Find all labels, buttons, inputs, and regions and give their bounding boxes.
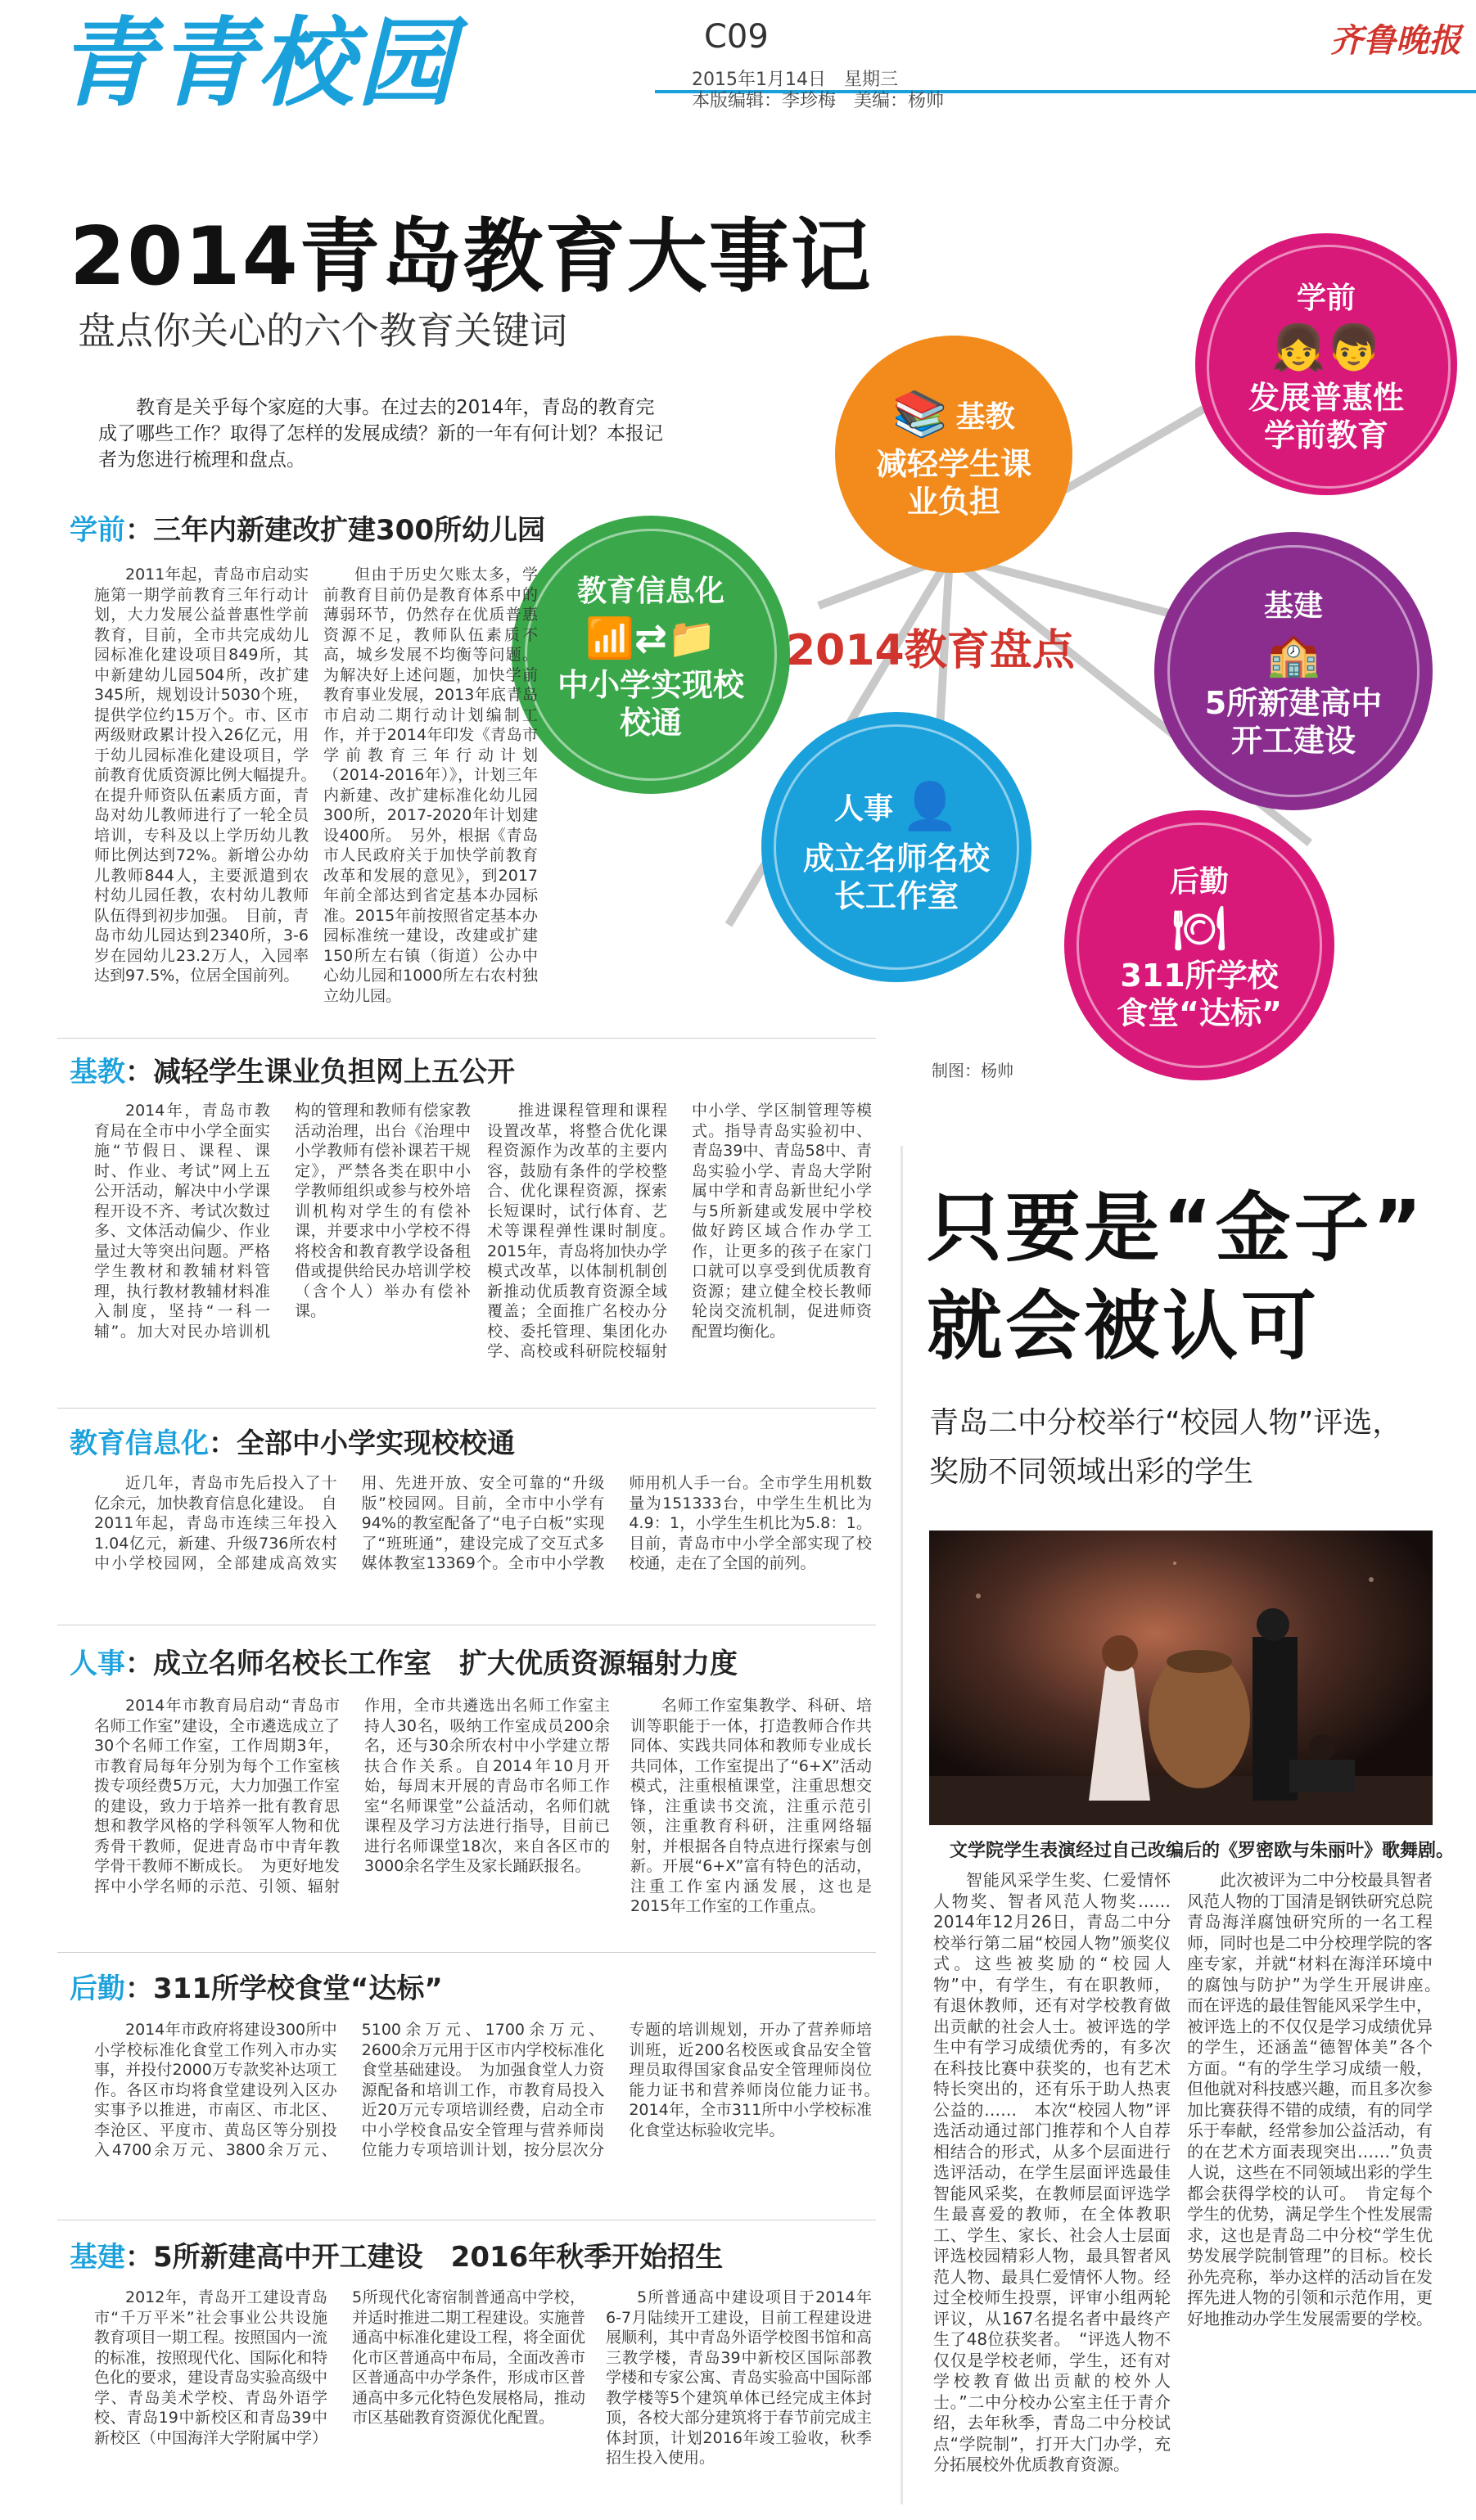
- bubble-preschool: [1195, 233, 1457, 495]
- bubble-logistics: [1064, 810, 1334, 1080]
- section-construction-col1: 2012年，青岛开工建设青岛市“千万平米”社会事业公共设施教育项目一期工程。按照国内一流的标准，按照现代化、国际化和特色化的要求，建设青岛实验高级中学、青岛美术学校、青岛外语学校、青岛19中新校区和青岛39中新校区（中国海洋大学附属中学）5所现代化寄宿制普通高中学校，并适时推进二期工程建设。实施普通高中标准化建设工程，将全面优化市区普通高中布局，全面改善市区普通高中办学条件，形成市区普通高中多元化特色发展格局，推动市区基础教育资源优化配置。: [94, 2288, 586, 2447]
- divider: [57, 1952, 876, 1953]
- infographic-center-label: 2014教育盘点: [786, 626, 1075, 675]
- section-title-text: ：减轻学生课业负担网上五公开: [125, 1056, 515, 1089]
- section-keyword: 后勤: [70, 1972, 125, 2005]
- side-story-subhead-2: 奖励不同领域出彩的学生: [929, 1455, 1254, 1489]
- bubble-informatization-tag: 教育信息化: [576, 575, 724, 608]
- side-story-headline-2: 就会被认可: [927, 1283, 1320, 1370]
- section-preschool-col1: 2011年起，青岛市启动实施第一期学前教育三年行动计划，大力发展公益普惠性学前教育，目前，全市共完成幼儿园标准化建设项目849所，其中新建幼儿园504所，改扩建345所，规划设计5030个班，提供学位约15万个。市、区市两级财政累计投入26亿元，用于幼儿园标准化建设项目，学前教育优质资源比例大幅提升。 在提升师资队伍素质方面，青岛对幼儿教师进行了一轮全员培训，专科及以上学历幼儿教师比例达到72%。新增公办幼儿教师844人，主要派遣到农村幼儿园任教，农村幼儿教师队伍得到初步加强。 目前，青岛市幼儿园达到2340所，3-6岁在园幼儿23.2万人，入园率达到97.5%，位居全国前列。: [94, 566, 325, 985]
- bubble-construction: [1154, 532, 1433, 810]
- section-keyword: 基建: [70, 2241, 125, 2274]
- books-icon: 📚: [892, 388, 948, 440]
- editor-credit: 本版编辑：李珍梅 美编：杨帅: [692, 91, 945, 111]
- feature-headline: 2014青岛教育大事记: [70, 210, 873, 304]
- section-personnel-col2: 名师工作室集教学、科研、培训等职能于一体，打造教师合作共同体、实践共同体和教师专业成长共同体，工作室提出了“6+X”活动模式，注重根植课堂，注重思想交锋，注重读书交流，注重示范引领，注重教育科研，注重网络辐射，并根据各自特点进行探索与创新。开展“6+X”富有特色的活动，注重工作室内涵发展，这也是2015年工作室的工作重点。: [630, 1697, 872, 1915]
- section-title-preschool: [70, 507, 545, 548]
- section-title-text: ：成立名师名校长工作室 扩大优质资源辐射力度: [125, 1648, 738, 1680]
- section-title-text: ：311所学校食堂“达标”: [125, 1972, 443, 2005]
- stage-photo: [929, 1530, 1433, 1825]
- section-keyword: 人事: [70, 1648, 125, 1680]
- bubble-logistics-text: 311所学校食堂“达标”: [1117, 958, 1282, 1031]
- bubble-basic-ed-text: 减轻学生课业负担: [875, 446, 1031, 520]
- section-title-text: ：全部中小学实现校校通: [209, 1427, 515, 1460]
- bubble-construction-text: 5所新建高中开工建设: [1204, 685, 1383, 759]
- children-icon: 👧👦: [1271, 321, 1382, 373]
- feature-subhead: 盘点你关心的六个教育关键词: [78, 309, 567, 353]
- photo-caption: 文学院学生表演经过自己改编后的《罗密欧与朱丽叶》歌舞剧。: [950, 1841, 1455, 1861]
- column-divider: [900, 1146, 903, 2504]
- divider: [57, 1408, 876, 1409]
- section-title-text: ：三年内新建改扩建300所幼儿园: [125, 514, 545, 547]
- bubble-preschool-text: 发展普惠性学前教育: [1248, 379, 1404, 453]
- bubble-informatization-text: 中小学实现校校通: [557, 667, 744, 741]
- section-construction-col2: 5所普通高中建设项目于2014年6-7月陆续开工建设，目前工程建设进展顺利，其中青岛外语学校图书馆和高三教学楼，青岛39中新校区国际部教学楼和专家公寓、青岛实验高中国际部教学楼等5个建筑单体已经完成主体封顶，各校大部分建筑将于春节前完成主体封顶，计划2016年竣工验收，秋季招生投入使用。: [606, 2288, 872, 2467]
- section-title-informatization: [70, 1421, 515, 1461]
- section-basic-ed-col2: 推进课程管理和课程设置改革，将整合优化课程资源作为改革的主要内容，鼓励有条件的学校整合、优化课程资源，探索长短课时，试行体育、艺术等课程弹性课时制度。 2015年，青岛将加快办学模式改革，以体制机制创新推动优质教育资源全域覆盖；全面推广名校办分校、委托管理、集团化办学、高校或科研院校辐射中小学、学区制管理等模式。指导青岛实验初中、青岛39中、青岛58中、青岛实验小学、青岛大学附属中学和青岛新世纪小学与5所新建或发展中学校做好跨区域合作办学工作，让更多的孩子在家门口就可以享受到优质教育资源；建立健全校长教师轮岗交流机制，促进师资配置均衡化。: [487, 1102, 872, 1360]
- section-personnel-col1: 2014年市教育局启动“青岛市名师工作室”建设，全市遴选成立了30个名师工作室，工作周期3年，市教育局每年分别为每个工作室核拨专项经费5万元，大力加强工作室的建设，致力于培养一批有教育思想和教学风格的学科领军人物和优秀骨干教师，促进青岛市中青年教学骨干教师不断成长。 为更好地发挥中小学名师的示范、引领、辐射作用，全市共遴选出名师工作室主持人30名，吸纳工作室成员200余名，还与30余所农村中小学建立帮扶合作关系。自2014年10月开始，每周末开展的青岛市名师工作室“名师课堂”公益活动，名师们就课程及学习方法进行指导，目前已进行名师课堂18次，来自各区市的3000余名学生及家长踊跃报名。: [94, 1697, 610, 1896]
- infographic-credit: 制图：杨帅: [932, 1061, 1013, 1080]
- bubble-personnel-tag: 人事: [834, 791, 894, 826]
- bubble-construction-tag: 基建: [1263, 589, 1323, 623]
- side-story-headline-1: 只要是“金子”: [927, 1184, 1425, 1272]
- infographic: [491, 281, 1457, 1129]
- wifi-folder-icon: 📶⇄📁: [585, 615, 716, 661]
- section-keyword: 基教: [70, 1056, 125, 1089]
- bubble-logistics-tag: 后勤: [1169, 865, 1229, 899]
- section-keyword: 学前: [70, 514, 125, 547]
- divider: [57, 1038, 876, 1039]
- section-informatization-body: 近几年，青岛市先后投入了十亿余元，加快教育信息化建设。 自2011年起，青岛市连续三年投入1.04亿元，新建、升级736所农村中小学校园网，全部建成高效实用、先进开放、安全可靠的“升级版”校园网。目前，全市中小学有94%的教室配备了“电子白板”实现了“班班通”，建设完成了交互式多媒体教室13369个。全市中小学教师用机人手一台。全市学生用机数量为151333台，中学生生机比为4.9：1，小学生生机比为5.8：1。目前，青岛市中小学全部实现了校校通，走在了全国的前列。: [94, 1474, 872, 1572]
- section-title-construction: [70, 2234, 723, 2274]
- feature-intro: 教育是关乎每个家庭的大事。在过去的2014年，青岛的教育完成了哪些工作？取得了怎样的发展成绩？新的一年有何计划？本报记者为您进行梳理和盘点。: [98, 397, 663, 471]
- bubble-basic-ed: [835, 336, 1072, 573]
- section-preschool-col2: 但由于历史欠账太多，学前教育目前仍是教育体系中的薄弱环节，仍然存在优质普惠资源不足，教师队伍素质不高，城乡发展不均衡等问题。为解决好上述问题，加快学前教育事业发展，2013年底青岛市启动二期行动计划编制工作，并于2014年印发《青岛市学前教育三年行动计划（2014-2016年）》，计划三年内新建、改扩建标准化幼儿园300所，2017-2020年计划建设400所。 另外，根据《青岛市人民政府关于加快学前教育改革和发展的意见》，到2017年前全部达到省定基本办园标准。2015年前按照省定基本办园标准统一建设，改建或扩建150所左右镇（街道）公办中心幼儿园和1000所左右农村独立幼儿园。: [323, 566, 538, 1005]
- section-title-basic-ed: [70, 1049, 515, 1089]
- issue-date: 2015年1月14日 星期三: [692, 70, 898, 90]
- bubble-personnel: [761, 712, 1031, 982]
- section-masthead-title: 青青校园: [57, 7, 458, 119]
- side-story-col1: 智能风采学生奖、仁爱情怀人物奖、智者风范人物奖……2014年12月26日，青岛二中分校举行第二届“校园人物”颁奖仪式。这些被奖励的“校园人物”中，有学生，有在职教师，有退休教师，还有对学校教育做出贡献的社会人士。被评选的学生中有学习成绩优秀的，有多次在科技比赛中获奖的，也有艺术特长突出的，还有乐于助人热衷公益的…… 本次“校园人物”评选活动通过部门推荐和个人自荐相结合的形式，从多个层面进行选评活动，在学生层面评选最佳智能风采奖，在教师层面评选学生最喜爱的教师，在全体教职工、学生、家长、社会人士层面评选校园精彩人物，最具智者风范人物、最具仁爱情怀人物。经过全校师生投票，评审小组两轮评议，从167名提名者中最终产生了48位获奖者。 “评选人物不仅仅是学校老师，学生，还有对学校教育做出贡献的校外人士。”二中分校办公室主任于青介绍，去年秋季，青岛二中分校试点“学院制”，打开大门办学，充分拓展校外优质教育资源。: [933, 1870, 1171, 2474]
- building-icon: 🏫: [1266, 630, 1320, 679]
- section-keyword: 教育信息化: [70, 1427, 209, 1460]
- bubble-preschool-tag: 学前: [1296, 281, 1356, 315]
- page-number: C09: [704, 18, 769, 56]
- stage-photo-illustration: [929, 1530, 1433, 1825]
- newspaper-logo: 齐鲁晚报: [1330, 22, 1461, 60]
- section-title-personnel: [70, 1641, 738, 1681]
- bubble-personnel-text: 成立名师名校长工作室: [802, 841, 990, 914]
- section-basic-ed-col1: 2014年，青岛市教育局在全市中小学全面实施“节假日、课程、课时、作业、考试”网上五公开活动，解决中小学课程开设不齐、考试次数过多、文体活动偏少、作业量过大等突出问题。严格学生教材和教辅材料管理，执行教材教辅材料准入制度，坚持“一科一辅”。加大对民办培训机构的管理和教师有偿家教活动治理，出台《治理中小学教师有偿补课若干规定》，严禁各类在职中小学教师组织或参与校外培训机构对学生的有偿补课，并要求中小学校不得将校舍和教育教学设备租借或提供给民办培训学校（含个人）举办有偿补课。: [94, 1102, 471, 1341]
- person-icon: 👤: [901, 780, 959, 833]
- section-title-logistics: [70, 1966, 443, 2006]
- section-logistics-body: 2014年市政府将建设300所中小学校标准化食堂工作列入市办实事，并投付2000万专款奖补达项工作。各区市均将食堂建设列入区办实事予以推进，市南区、市北区、李沧区、平度市、黄岛区等分别投入4700余万元、3800余万元、5100余万元、1700余万元、2600余万元用于区市内学校标准化食堂基础建设。 为加强食堂人力资源配备和培训工作，市教育局投入近20万元专项培训经费，启动全市中小学校食品安全管理与营养师岗位能力专项培训计划，按分层次分专题的培训规划，开办了营养师培训班，近200名校医或食品安全管理员取得国家食品安全管理师岗位能力证书和营养师岗位能力证书。 2014年，全市311所中小学校标准化食堂达标验收完毕。: [94, 2021, 887, 2159]
- bubble-basic-ed-tag: 基教: [955, 399, 1015, 434]
- side-story-subhead-1: 青岛二中分校举行“校园人物”评选，: [929, 1406, 1402, 1440]
- side-story-col2: 此次被评为二中分校最具智者风范人物的丁国清是钢铁研究总院青岛海洋腐蚀研究所的一名工程师，同时也是二中分校理学院的客座专家，并就“材料在海洋环境中的腐蚀与防护”为学生开展讲座。 而在评选的最佳智能风采学生中，被评选上的不仅仅是学习成绩优异的学生，还涵盖“德智体美”各个方面。“有的学生学习成绩一般，但他就对科技感兴趣，而且多次参加比赛获得不错的成绩，有的同学乐于奉献，经常参加公益活动，有的在艺术方面表现突出……”负责人说，这些在不同领域出彩的学生都会获得学校的认可。 肯定每个学生的优势，满足学生个性发展需求，这也是青岛二中分校“学生优势发展学院制管理”的目标。校长孙先亮称，举办这样的活动旨在发挥先进人物的引领和示范作用，更好地推动办学生发展需要的学校。: [1187, 1870, 1449, 2328]
- plate-icon: 🍽: [1171, 904, 1226, 953]
- bubble-informatization: [512, 516, 790, 794]
- section-title-text: ：5所新建高中开工建设 2016年秋季开始招生: [125, 2241, 724, 2274]
